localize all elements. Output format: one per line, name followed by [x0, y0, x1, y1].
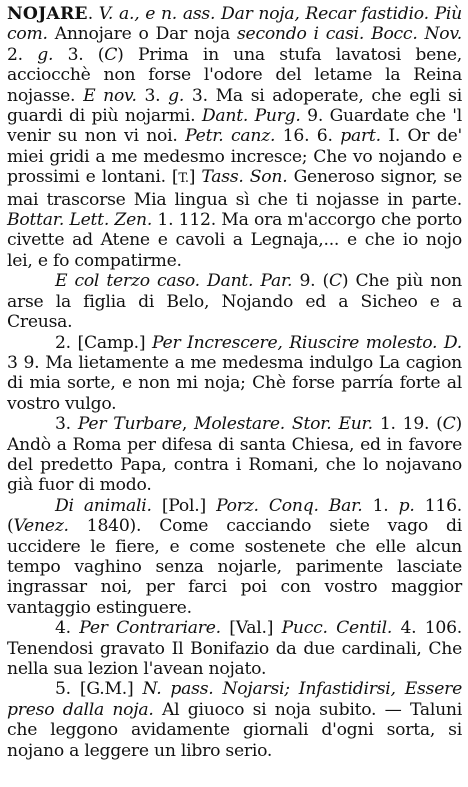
- text: 1.: [372, 495, 389, 516]
- sense-number: 2.: [55, 332, 71, 353]
- quotation: 4. 106. Tenendosi gravato Il Bonifazio da due cardinali, Che nella sua lezion l'avean nojato.: [7, 618, 463, 679]
- subsense: E col terzo caso. Dant. Par.: [55, 271, 293, 292]
- quotation: Generoso signor, se mai trascorse Mia lingua sì che ti nojasse in parte.: [7, 167, 462, 210]
- source-tag: [Val.]: [229, 618, 274, 639]
- citation: secondo i casi. Bocc. Nov.: [236, 24, 462, 45]
- sense-number: 5.: [55, 679, 71, 700]
- text: ,: [181, 414, 188, 435]
- source-tag: [Camp.]: [77, 332, 146, 353]
- quotation: 3 9. Ma lietamente a me medesma indulgo La cagion di mia sorte, e non mi noja; Chè forse parría forte al vostro vulgo.: [7, 352, 462, 414]
- entry-paragraph-col-terzo-caso: [7, 271, 462, 332]
- entry-paragraph-sense-4: [7, 618, 462, 679]
- text: 1. 19. (: [379, 414, 443, 435]
- definition: N. pass. Nojarsi; Infastidirsi, Essere preso dalla noja.: [7, 679, 462, 720]
- source-mark: C: [442, 414, 456, 435]
- quotation: ) Andò a Roma per difesa di santa Chiesa, ed in favore del predetto Papa, contra i Romani, che lo nojavano già fuor di modo.: [7, 414, 463, 496]
- source-mark: C: [328, 271, 342, 292]
- citation: g.: [168, 85, 185, 106]
- citation: Porz. Conq. Bar.: [216, 495, 363, 516]
- citation: g.: [37, 44, 54, 65]
- source-tag: [Pol.]: [161, 495, 206, 516]
- text: 16. 6.: [282, 126, 333, 147]
- definition: Per Increscere, Riuscire molesto. D.: [151, 332, 462, 353]
- entry-paragraph-sense-3: [7, 414, 462, 496]
- text: Annojare o Dar noja: [54, 24, 230, 45]
- citation: Tass. Son.: [201, 167, 288, 188]
- grammar-label: V. a., e n. ass.: [98, 4, 216, 24]
- definition: Per Contrariare.: [79, 618, 221, 639]
- entry-paragraph-sense-2: [7, 333, 462, 415]
- sense-number: 4.: [55, 618, 71, 639]
- quotation: 3. Ma si adoperate, che egli si guardi di più nojarmi.: [7, 85, 462, 127]
- source-mark: C: [104, 44, 118, 65]
- text: 3. (: [67, 44, 105, 65]
- definition: Molestare. Stor. Eur.: [194, 414, 373, 435]
- citation: p.: [398, 495, 415, 516]
- text: 9. (: [299, 271, 329, 292]
- citation: E nov.: [83, 85, 137, 106]
- quotation: ) Prima in una stufa lavatosi bene, acciocchè non forse l'odore del letame la Reina nojasse.: [7, 44, 462, 106]
- text: 2.: [7, 44, 23, 65]
- text: ]: [188, 167, 196, 188]
- citation: Petr. canz.: [185, 126, 276, 147]
- citation: Bottar. Lett. Zen.: [7, 210, 153, 231]
- quotation: ) Che più non arse la figlia di Belo, Nojando ed a Sicheo e a Creusa.: [7, 271, 462, 333]
- entry-paragraph-sense-5: [7, 679, 462, 761]
- entry-paragraph-di-animali: [7, 496, 462, 618]
- citation: Pucc. Centil.: [281, 618, 393, 639]
- definition: Per Turbare: [77, 414, 182, 435]
- quotation: I. Or de' miei gridi a me medesmo incresce; Che vo nojando e prossimi e lontani. [: [7, 126, 463, 188]
- citation: part.: [340, 126, 381, 147]
- quotation: 1840). Come cacciando siete vago di uccidere le fiere, e come sostenete che elle alcun tempo vaghino senza nojarle, parimente lasciate ingrassar noi, per farci poi con vostro maggior vantaggio estinguere.: [7, 516, 463, 618]
- text: 116. (: [7, 495, 462, 537]
- entry-paragraph-main: NOJARE. V. a., e n. ass. Dar noja, Recar fastidio. Più com. Annojare o Dar noja secondo i casi. Bocc. Nov. 2. g. 3. (C) Prima in una stufa lavatosi bene, acciocchè non forse l'odore del letame la Reina nojasse. E nov. 3. g. 3. Ma si adoperate, che egli si guardi di più nojarmi. Dant. Purg. 9. Guardate che 'l venir su non vi noi. Petr. canz. 16. 6. part. I. Or de' miei gridi a me medesmo incresce; Che vo nojando e prossimi e lontani. [T.] Tass. Son. Generoso signor, se mai trascorse Mia lingua sì che ti nojasse in parte. Bottar. Lett. Zen. 1. 112. Ma ora m'accorgo che porto civette ad Atene e cavoli a Legnaja,... e che io nojo lei, e fo compatirme.: [7, 4, 463, 271]
- quotation: 1. 112. Ma ora m'accorgo che porto civette ad Atene e cavoli a Legnaja,... e che io nojo lei, e fo compatirme.: [7, 210, 463, 271]
- text: 3.: [144, 85, 161, 106]
- headword: NOJARE: [7, 4, 88, 24]
- subsense: Di animali.: [55, 495, 152, 516]
- quotation: 9. Guardate che 'l venir su non vi noi.: [7, 106, 463, 147]
- definition: Dar noja, Recar fastidio. Più com.: [7, 4, 462, 45]
- quotation: Al giuoco si noja subito. — Taluni che leggono avidamente giornali d'ogni sorta, si nojano a leggere un libro serio.: [7, 699, 462, 761]
- citation: Dant. Purg.: [201, 106, 301, 127]
- editor-mark: T.: [178, 171, 189, 187]
- sense-number: 3.: [55, 414, 71, 435]
- source-tag: [G.M.]: [79, 679, 134, 700]
- citation: Venez.: [13, 516, 69, 537]
